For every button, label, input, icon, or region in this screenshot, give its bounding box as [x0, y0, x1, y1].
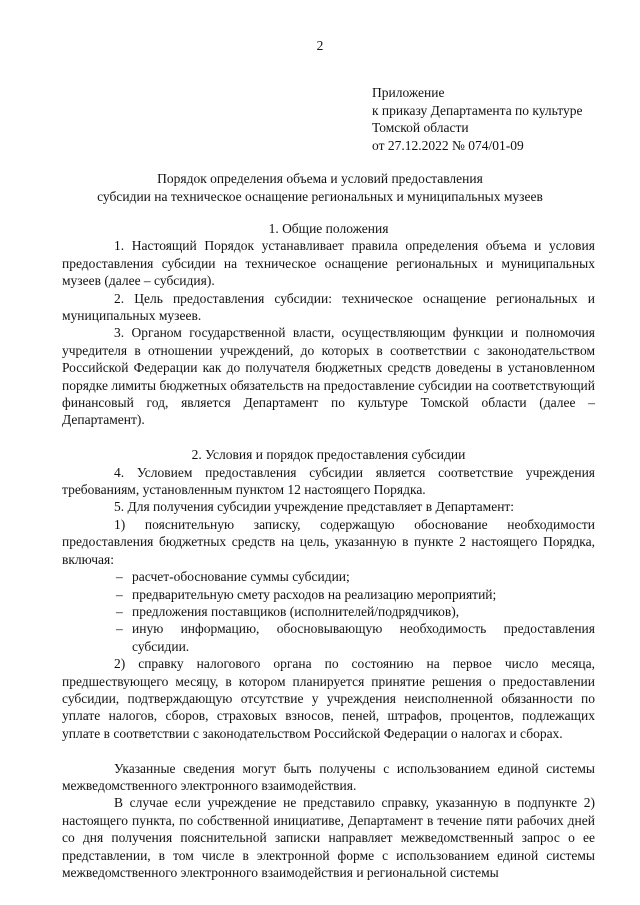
- title-line: Порядок определения объема и условий предоставления: [157, 171, 483, 186]
- paragraph: 2. Цель предоставления субсидии: техническое оснащение региональных и муниципальных музеев.: [62, 290, 595, 324]
- document-body: [62, 220, 595, 881]
- page-number: 2: [316, 38, 324, 53]
- paragraph: Указанные сведения могут быть получены с использованием единой системы межведомственного электронного взаимодействия.: [62, 760, 595, 793]
- paragraph: 5. Для получения субсидии учреждение представляет в Департамент:: [114, 499, 515, 515]
- dash-bullet: –: [116, 569, 123, 585]
- document-title: [0, 170, 640, 205]
- dash-bullet: –: [116, 621, 123, 637]
- title-line: субсидии на техническое оснащение региональных и муниципальных музеев: [97, 188, 543, 204]
- section-heading: 2. Условия и порядок предоставления субсидии: [191, 447, 466, 463]
- appendix-line: Приложение: [372, 85, 445, 100]
- appendix-block: [372, 84, 583, 154]
- list-item: – предварительную смету расходов на реализацию мероприятий;: [116, 586, 497, 602]
- appendix-line: к приказу Департамента по культуре: [372, 102, 583, 118]
- paragraph: 1) пояснительную записку, содержащую обоснование необходимости предоставления бюджетных средств на цель, указанную в пункте 2 настоящего Порядка, включая:: [62, 516, 595, 567]
- paragraph: 1. Настоящий Порядок устанавливает правила определения объема и условия предоставления субсидии на техническое оснащение региональных и муниципальных музеев (далее – субсидия).: [62, 238, 595, 289]
- paragraph: 4. Условием предоставления субсидии является соответствие учреждения требованиям, установленным пунктом 12 настоящего Порядка.: [62, 464, 595, 498]
- bullet-list: [62, 568, 595, 655]
- dash-bullet: –: [116, 586, 123, 602]
- paragraph: 3. Органом государственной власти, осуществляющим функции и полномочия учредителя в отношении учреждений, до которых в соответствии с законодательством Российской Федерации как до получателя бюджетных средств доведены в установленном порядке лимиты бюджетных обязательств на предоставление субсидии на соответствующий финансовый год, является Департамент по культуре Томской области (далее – Департамент).: [62, 325, 595, 428]
- appendix-line: Томской области: [372, 120, 469, 135]
- list-item: – предложения поставщиков (исполнителей/подрядчиков),: [116, 603, 460, 619]
- section-heading: 1. Общие положения: [268, 221, 389, 236]
- appendix-line: от 27.12.2022 № 074/01-09: [372, 137, 524, 153]
- paragraph: В случае если учреждение не представило справку, указанную в подпункте 2) настоящего пункта, по собственной инициативе, Департамент в течение пяти рабочих дней со дня получения пояснительной записки направляет межведомственный запрос о ее представлении, в том числе в электронной форме с использованием единой системы межведомственного электронного взаимодействия и региональной системы: [62, 795, 595, 880]
- section-gap: [62, 429, 595, 446]
- paragraph: 2) справку налогового органа по состоянию на первое число месяца, предшествующего месяцу, в котором планируется принятие решения о предоставлении субсидии, подтверждающую отсутствие у учреждения неисполненной обязанности по уплате налогов, сборов, страховых взносов, пеней, штрафов, процентов, подлежащих уплате в соответствии с законодательством Российской Федерации о налогах и сборах.: [62, 656, 595, 741]
- list-item: – иную информацию, обосновывающую необходимость предоставления субсидии.: [116, 621, 595, 654]
- dash-bullet: –: [116, 603, 123, 619]
- paragraph-gap: [62, 742, 595, 759]
- list-item: – расчет-обоснование суммы субсидии;: [116, 569, 350, 585]
